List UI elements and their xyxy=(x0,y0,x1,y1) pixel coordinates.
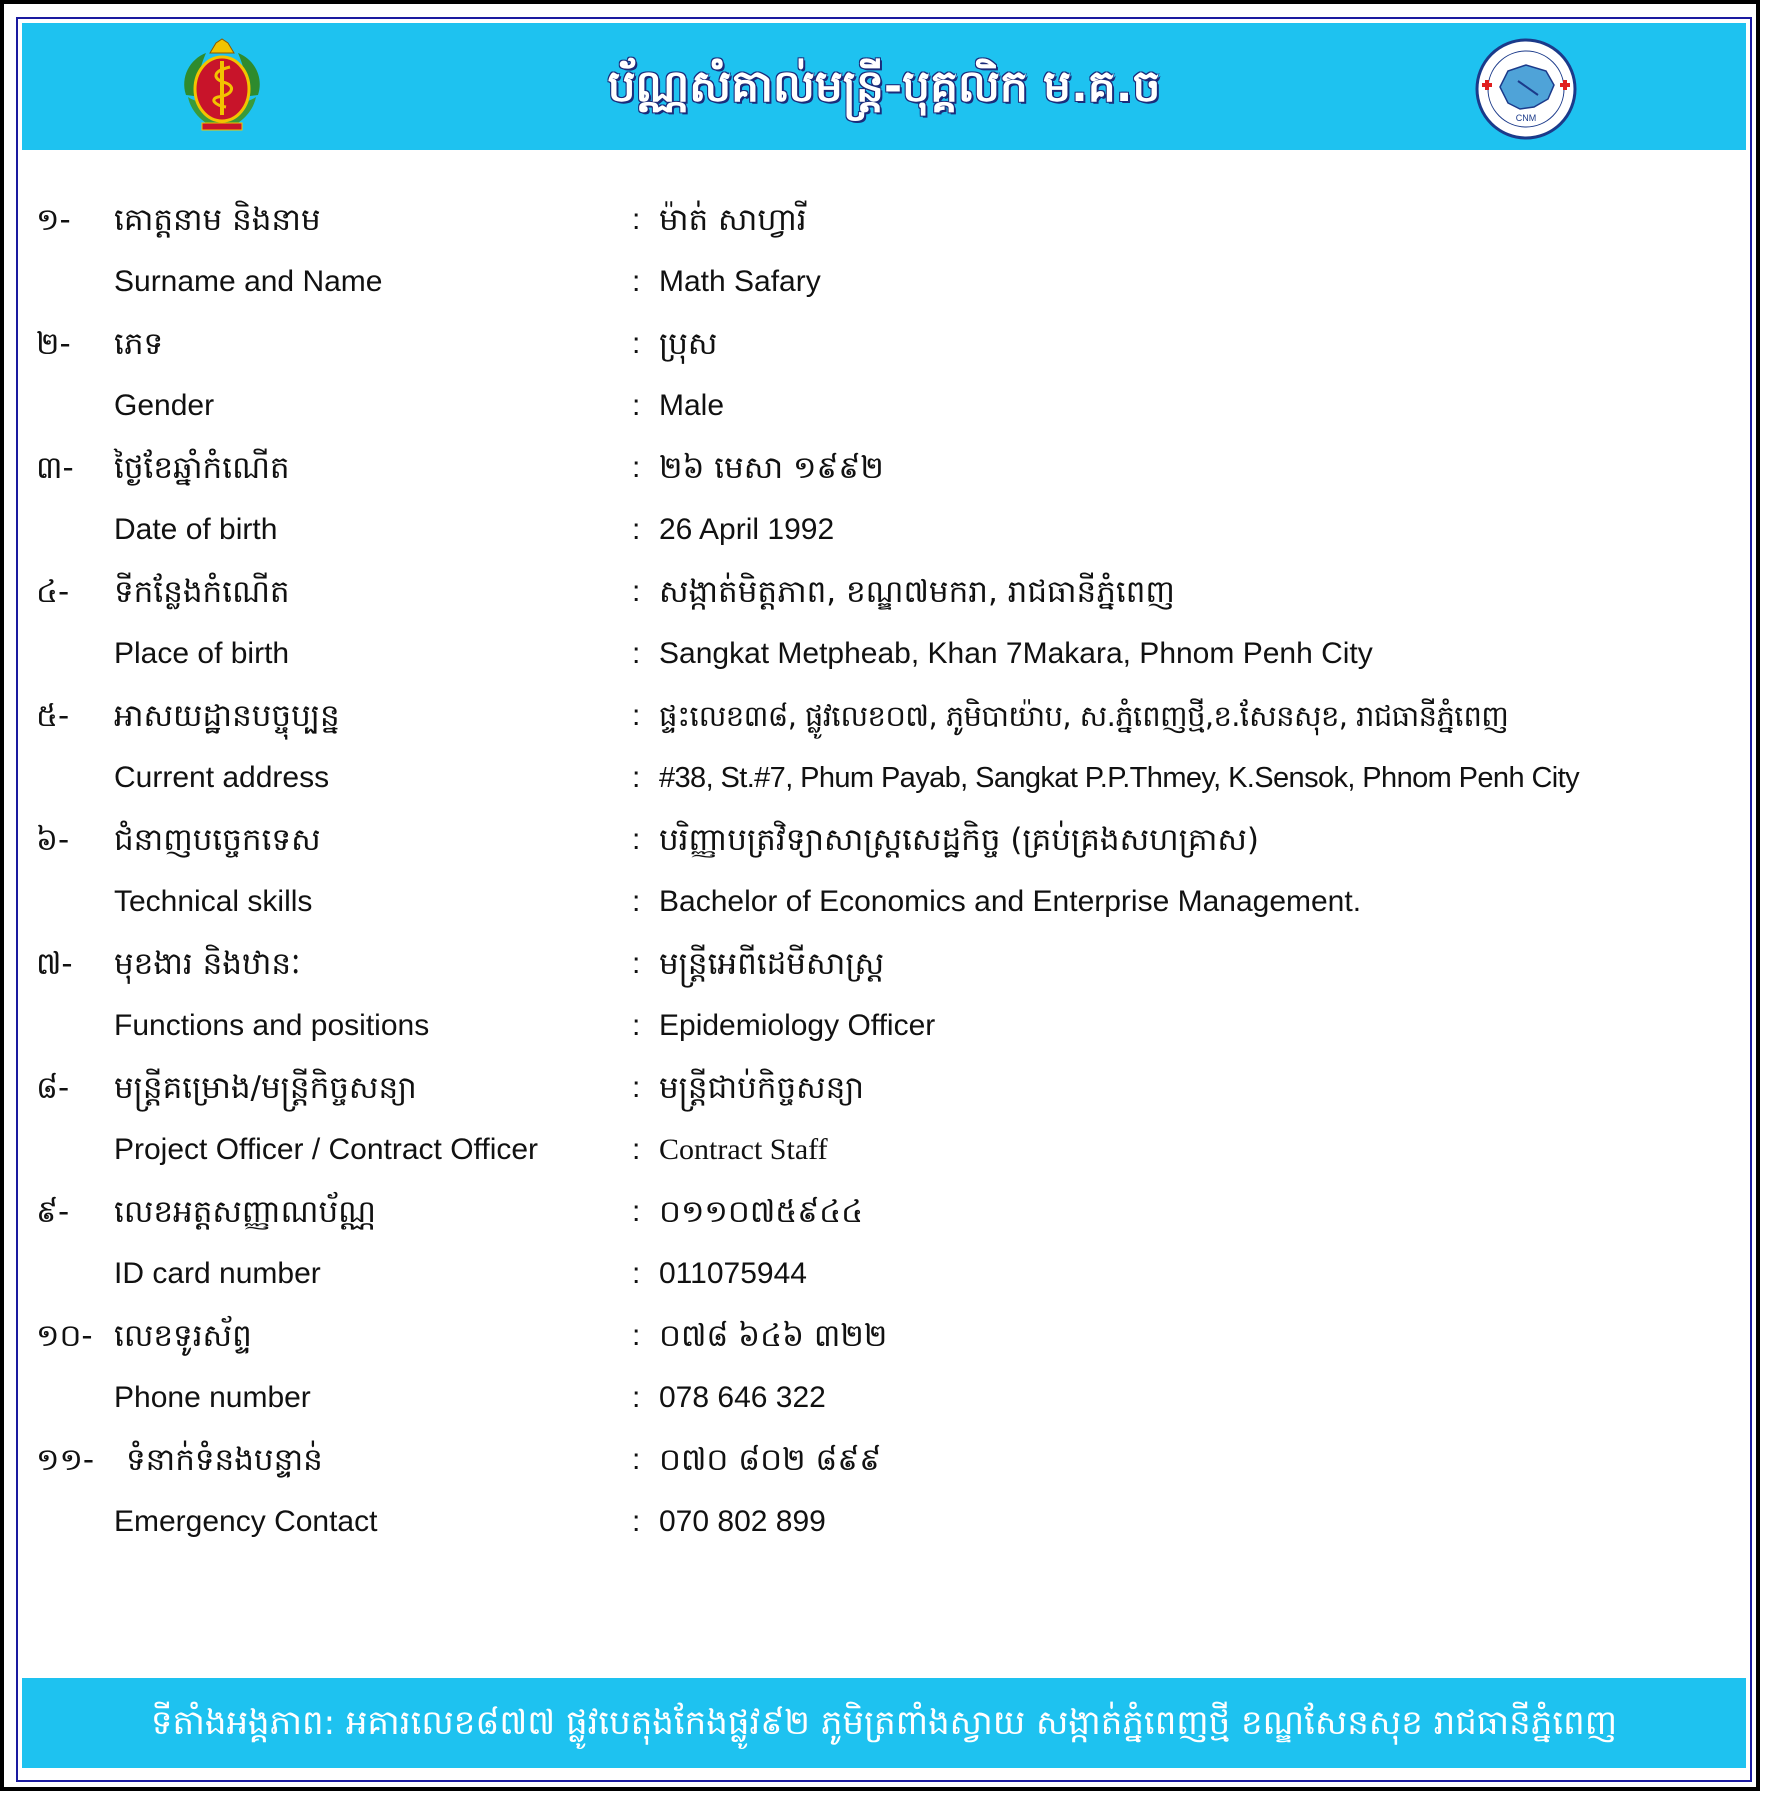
cnm-logo-text: CNM xyxy=(1515,113,1537,123)
field-value-khmer: មន្ត្រីអេពីដេមីសាស្ត្រ xyxy=(659,946,885,982)
field-value-khmer: ០១១០៧៥៩៤៤ xyxy=(659,1194,864,1230)
field-functions-positions xyxy=(18,933,1754,1057)
field-label-khmer: អាសយដ្ឋានបច្ចុប្បន្ន xyxy=(114,698,340,734)
colon: : xyxy=(632,1133,641,1166)
field-label-khmer: មុខងារ និងឋានៈ xyxy=(114,946,301,982)
field-label-english: Emergency Contact xyxy=(114,1505,378,1538)
field-value-english: 011075944 xyxy=(659,1257,807,1290)
colon: : xyxy=(632,1505,641,1538)
colon: : xyxy=(632,637,641,670)
field-number: ១១- xyxy=(36,1442,95,1478)
field-label-english: Place of birth xyxy=(114,637,290,670)
field-number: ៦- xyxy=(36,822,70,858)
field-date-of-birth xyxy=(18,437,1754,561)
colon: : xyxy=(632,1443,641,1476)
field-number: ២- xyxy=(36,326,71,362)
field-label-english: Functions and positions xyxy=(114,1009,430,1042)
field-name xyxy=(18,189,1754,313)
colon: : xyxy=(632,513,641,546)
field-label-khmer: ភេទ xyxy=(114,326,164,362)
field-value-khmer: ២៦ មេសា ១៩៩២ xyxy=(659,450,884,486)
colon: : xyxy=(632,761,641,794)
unit-location-text: ទីតាំងអង្គភាព: អគារលេខ៨៧៧ ផ្លូវបេតុងកែងផ្លូវ៩២ ភូមិត្រពាំងស្វាយ សង្កាត់ភ្នំពេញថ្មី ខណ្ឌសែនសុខ រាជធានីភ្នំពេញ xyxy=(150,1703,1618,1743)
field-label-english: Date of birth xyxy=(114,513,278,546)
colon: : xyxy=(632,203,641,236)
field-current-address xyxy=(18,685,1754,809)
field-label-english: ID card number xyxy=(114,1257,321,1290)
colon: : xyxy=(632,389,641,422)
field-technical-skills xyxy=(18,809,1754,933)
field-label-khmer: មន្ត្រីគម្រោង/មន្ត្រីកិច្ចសន្យា xyxy=(114,1070,417,1106)
colon: : xyxy=(632,451,641,484)
field-number: ៤- xyxy=(36,574,70,610)
colon: : xyxy=(632,1195,641,1228)
field-label-english: Technical skills xyxy=(114,885,313,918)
colon: : xyxy=(632,947,641,980)
field-label-khmer: គោត្តនាម និងនាម xyxy=(114,202,321,238)
field-value-khmer: ០៧៨ ៦៤៦ ៣២២ xyxy=(659,1318,888,1354)
footer-bar xyxy=(22,1678,1746,1768)
colon: : xyxy=(632,327,641,360)
field-label-english: Current address xyxy=(114,761,330,794)
card-inner-border xyxy=(16,17,1752,1782)
field-value-khmer: ០៧០ ៨០២ ៨៩៩ xyxy=(659,1442,882,1478)
field-value-english: Bachelor of Economics and Enterprise Management. xyxy=(659,885,1362,918)
colon: : xyxy=(632,1319,641,1352)
field-number: ៩- xyxy=(36,1194,70,1230)
colon: : xyxy=(632,1071,641,1104)
field-value-english: 26 April 1992 xyxy=(659,513,835,546)
colon: : xyxy=(632,265,641,298)
field-label-khmer: ថ្ងៃខែឆ្នាំកំណើត xyxy=(114,450,290,486)
field-officer-type xyxy=(18,1057,1754,1181)
field-value-english: Math Safary xyxy=(659,265,821,298)
field-number: ១- xyxy=(36,202,71,238)
field-label-khmer: ទីកន្លែងកំណើត xyxy=(114,574,290,610)
field-value-english: 078 646 322 xyxy=(659,1381,826,1414)
field-label-khmer: ទំនាក់ទំនងបន្ទាន់ xyxy=(126,1442,323,1478)
cnm-logo-icon xyxy=(1474,37,1578,141)
field-number: ១០- xyxy=(36,1318,93,1354)
field-emergency-contact xyxy=(18,1429,1754,1553)
field-id-card-number xyxy=(18,1181,1754,1305)
colon: : xyxy=(632,575,641,608)
field-value-khmer: មន្ត្រីជាប់កិច្ចសន្យា xyxy=(659,1070,864,1106)
field-number: ៧- xyxy=(36,946,73,982)
field-label-khmer: លេខអត្តសញ្ញាណប័ណ្ណ xyxy=(114,1194,377,1230)
field-number: ៣- xyxy=(36,450,74,486)
field-gender xyxy=(18,313,1754,437)
field-label-english: Phone number xyxy=(114,1381,311,1414)
field-value-english: 070 802 899 xyxy=(659,1505,826,1538)
card-title: ប័ណ្ណសំគាល់មន្ត្រី-បុគ្គលិក ម.គ.ច xyxy=(607,61,1161,112)
colon: : xyxy=(632,699,641,732)
field-label-english: Project Officer / Contract Officer xyxy=(114,1133,539,1166)
field-label-english: Surname and Name xyxy=(114,265,383,298)
field-value-khmer: បរិញ្ញាបត្រវិទ្យាសាស្ត្រសេដ្ឋកិច្ច (គ្រប់គ្រងសហគ្រាស) xyxy=(659,822,1260,858)
colon: : xyxy=(632,1009,641,1042)
field-value-english: Sangkat Metpheab, Khan 7Makara, Phnom Penh City xyxy=(659,637,1373,670)
field-value-khmer: ប្រុស xyxy=(659,326,718,362)
field-value-english: Contract Staff xyxy=(659,1133,828,1166)
colon: : xyxy=(632,1381,641,1414)
field-place-of-birth xyxy=(18,561,1754,685)
field-value-english: Epidemiology Officer xyxy=(659,1009,936,1042)
field-value-english: #38, St.#7, Phum Payab, Sangkat P.P.Thmey, K.Sensok, Phnom Penh City xyxy=(659,762,1579,794)
colon: : xyxy=(632,823,641,856)
field-phone-number xyxy=(18,1305,1754,1429)
field-value-khmer: ផ្ទះលេខ៣៨, ផ្លូវលេខ០៧, ភូមិបាយ៉ាប, ស.ភ្នំពេញថ្មី,ខ.សែនសុខ, រាជធានីភ្នំពេញ xyxy=(659,699,1509,733)
field-value-khmer: សង្កាត់មិត្តភាព, ខណ្ឌ៧មករា, រាជធានីភ្នំពេញ xyxy=(659,574,1175,610)
field-label-khmer: ជំនាញបច្ចេកទេស xyxy=(114,822,321,858)
field-label-english: Gender xyxy=(114,389,215,422)
field-label-khmer: លេខទូរស័ព្ទ xyxy=(114,1318,252,1354)
field-value-khmer: ម៉ាត់ សាហ្វារី xyxy=(659,202,807,238)
colon: : xyxy=(632,885,641,918)
colon: : xyxy=(632,1257,641,1290)
field-value-english: Male xyxy=(659,389,725,422)
field-number: ៨- xyxy=(36,1070,70,1106)
field-number: ៥- xyxy=(36,698,70,734)
header-bar xyxy=(22,23,1746,150)
